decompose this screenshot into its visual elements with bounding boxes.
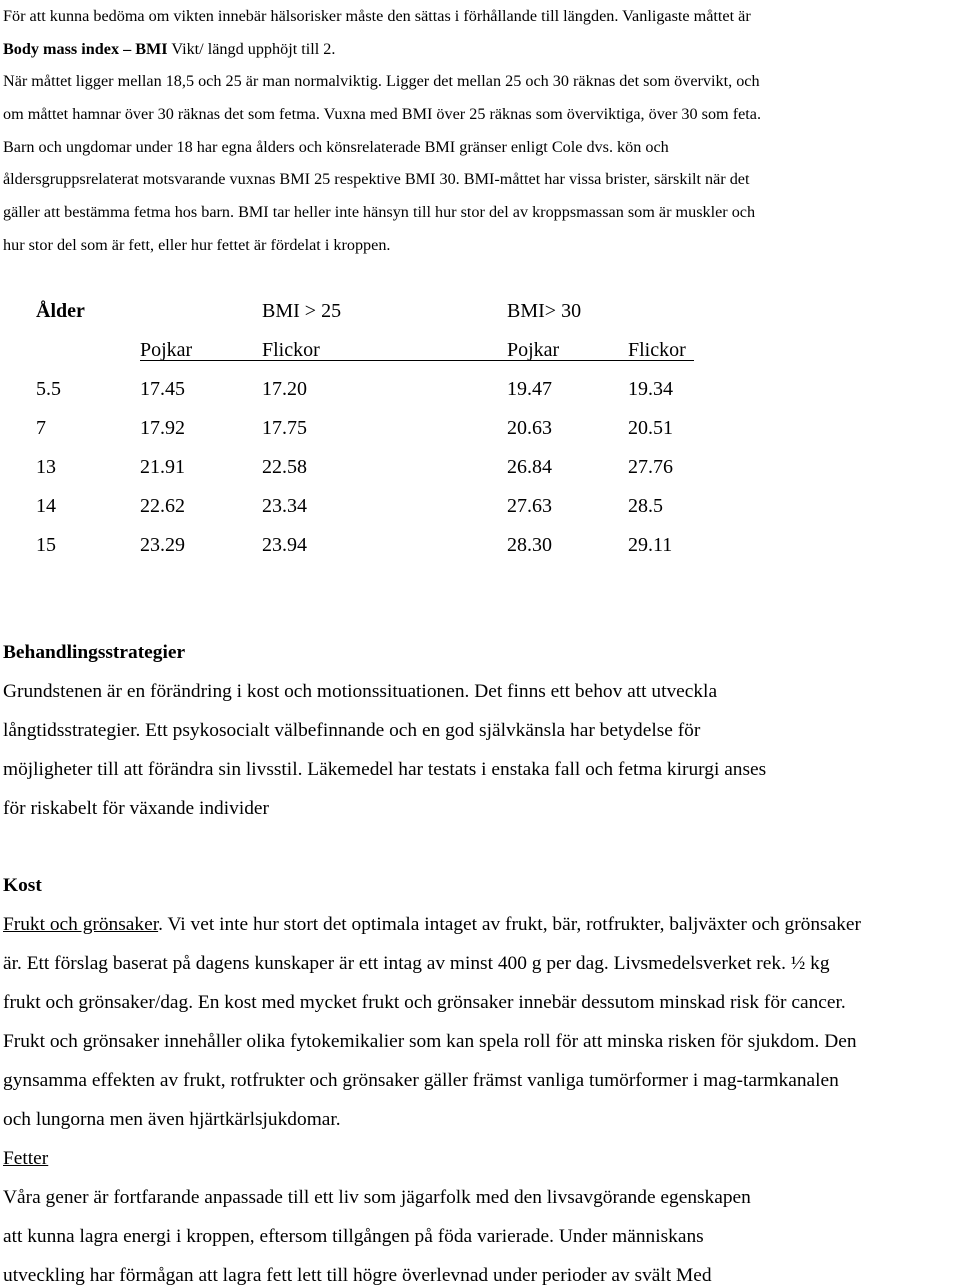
intro-line: För att kunna bedöma om vikten innebär hälsorisker måste den sättas i förhållande till längden. Vanligaste måttet är — [3, 7, 751, 25]
intro-paragraph — [3, 0, 958, 262]
frukt-subheading: Frukt och grönsaker — [3, 914, 159, 935]
kost-heading: Kost — [3, 875, 42, 896]
table-cell-age: 15 — [36, 534, 56, 556]
intro-line: åldersgruppsrelaterat motsvarande vuxnas BMI 25 respektive BMI 30. BMI-måttet har vissa brister, särskilt när det — [3, 170, 750, 189]
behandling-line: långtidsstrategier. Ett psykosocialt välbefinnande och en god självkänsla har betydelse för — [3, 720, 701, 741]
intro-line: hur stor del som är fett, eller hur fettet är fördelat i kroppen. — [3, 235, 391, 254]
frukt-text: . Vi vet inte hur stort det optimala intaget av frukt, bär, rotfrukter, baljväxter och grönsaker — [158, 914, 861, 935]
behandling-line: möjligheter till att förändra sin livsstil. Läkemedel har testats i enstaka fall och fetma kirurgi anses — [3, 759, 767, 780]
table-cell-value: 28.30 — [507, 534, 552, 556]
fetter-line: att kunna lagra energi i kroppen, eftersom tillgången på föda varierade. Under människans — [3, 1226, 704, 1247]
table-subheader-boys-30: Pojkar — [507, 339, 560, 361]
table-cell-value: 20.51 — [628, 417, 673, 439]
table-header-bmi25: BMI > 25 — [262, 300, 342, 322]
behandling-line: Grundstenen är en förändring i kost och motionssituationen. Det finns ett behov att utveckla — [3, 681, 718, 702]
frukt-line: frukt och grönsaker/dag. En kost med mycket frukt och grönsaker innebär dessutom minskad risk för cancer. — [3, 992, 846, 1013]
bmi-definition-bold: Body mass index – BMI — [3, 39, 168, 58]
fetter-subheading: Fetter — [3, 1148, 49, 1169]
frukt-line-first — [3, 905, 960, 944]
table-cell-value: 20.63 — [507, 417, 552, 439]
fetter-line: Våra gener är fortfarande anpassade till ett liv som jägarfolk med den livsavgörande egenskapen — [3, 1187, 751, 1208]
table-subheader-girls-30: Flickor — [628, 339, 686, 361]
table-cell-value: 29.11 — [628, 534, 673, 556]
behandling-heading: Behandlingsstrategier — [3, 642, 186, 663]
table-subheader-rule — [140, 360, 694, 361]
table-cell-value: 17.20 — [262, 378, 307, 400]
table-cell-value: 27.63 — [507, 495, 552, 517]
table-subheader-boys-25: Pojkar — [140, 339, 193, 361]
intro-line-bmi-definition — [3, 33, 958, 66]
frukt-line: och lungorna men även hjärtkärlsjukdomar. — [3, 1109, 341, 1130]
table-header-bmi30: BMI> 30 — [507, 300, 582, 322]
table-cell-age: 5.5 — [36, 378, 61, 400]
fetter-line: utveckling har förmågan att lagra fett lett till högre överlevnad under perioder av svält Med — [3, 1265, 712, 1286]
intro-line: När måttet ligger mellan 18,5 och 25 är man normalviktig. Ligger det mellan 25 och 30 räknas det som övervikt, och — [3, 72, 760, 91]
table-cell-value: 17.75 — [262, 417, 307, 439]
intro-line: gäller att bestämma fetma hos barn. BMI tar heller inte hänsyn till hur stor del av kroppsmassan som är muskler och — [3, 203, 756, 222]
table-cell-value: 17.92 — [140, 417, 185, 439]
table-cell-value: 28.5 — [628, 495, 663, 517]
kost-section — [3, 866, 960, 1288]
table-cell-age: 14 — [36, 495, 56, 517]
table-cell-value: 22.62 — [140, 495, 185, 517]
table-cell-value: 27.76 — [628, 456, 673, 478]
frukt-line: Frukt och grönsaker innehåller olika fytokemikalier som kan spela roll för att minska risken för sjukdom. Den — [3, 1031, 857, 1052]
table-cell-value: 21.91 — [140, 456, 185, 478]
bmi-definition-rest: Vikt/ längd upphöjt till 2. — [167, 39, 336, 58]
table-cell-age: 13 — [36, 456, 56, 478]
table-cell-value: 23.94 — [262, 534, 307, 556]
table-cell-value: 23.34 — [262, 495, 307, 517]
table-cell-value: 26.84 — [507, 456, 552, 478]
table-cell-value: 22.58 — [262, 456, 307, 478]
frukt-line: är. Ett förslag baserat på dagens kunskaper är ett intag av minst 400 g per dag. Livsmedelsverket rek. ½ kg — [3, 953, 830, 974]
frukt-line: gynsamma effekten av frukt, rotfrukter och grönsaker gäller främst vanliga tumörformer i mag-tarmkanalen — [3, 1070, 839, 1091]
behandling-section — [3, 633, 960, 828]
table-cell-value: 23.29 — [140, 534, 185, 556]
behandling-line: för riskabelt för växande individer — [3, 798, 269, 819]
table-header-age: Ålder — [36, 300, 85, 322]
table-cell-value: 17.45 — [140, 378, 185, 400]
table-subheader-girls-25: Flickor — [262, 339, 320, 361]
table-cell-value: 19.34 — [628, 378, 673, 400]
table-cell-value: 19.47 — [507, 378, 552, 400]
intro-line: om måttet hamnar över 30 räknas det som fetma. Vuxna med BMI över 25 räknas som överviktiga, över 30 som feta. — [3, 105, 761, 124]
table-cell-age: 7 — [36, 417, 46, 439]
intro-line: Barn och ungdomar under 18 har egna ålders och könsrelaterade BMI gränser enligt Cole dvs. kön och — [3, 137, 669, 156]
